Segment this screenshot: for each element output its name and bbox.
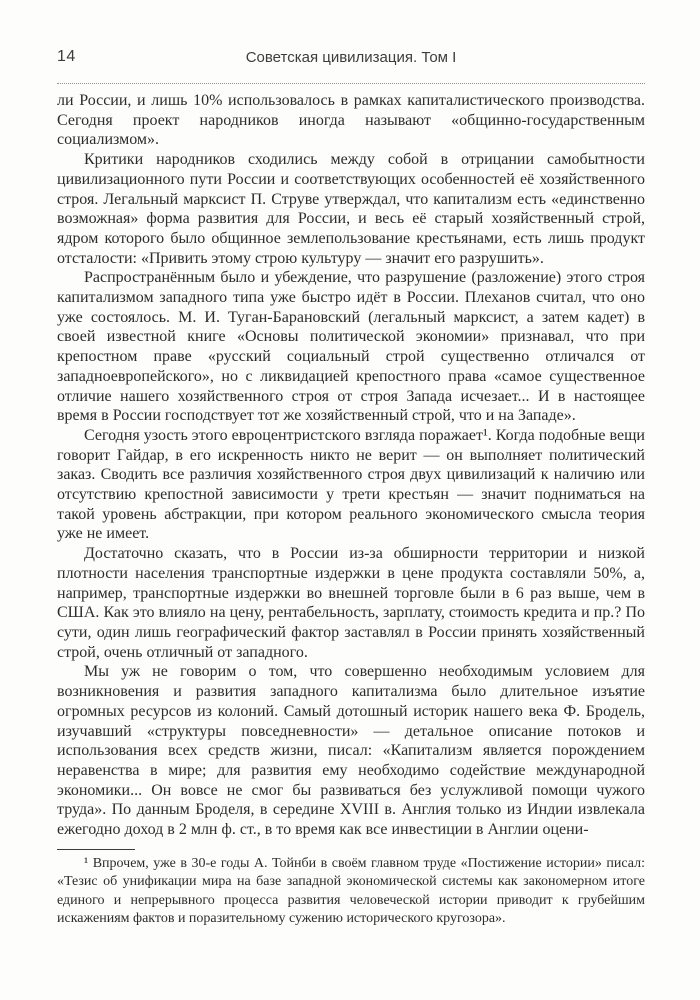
paragraph-6: Мы уж не говорим о том, что совершенно необходимым условием для возникновения и развития западного капитализма было длительное изъятие огромных ресурсов из колоний. Самый дотошный историк нашего века Ф. Бродель, изучавший «структуры повседневности» — детальное описание потоков и использования всех средств жизни, писал: «Капитализм является порождением неравенства в мире; для развития ему необходимо содействие международной экономики... Он вовсе не смог бы развиваться без услужливой помощи чужого труда». По данным Броделя, в середине XVIII в. Англия только из Индии извлекала ежегодно доход в 2 млн ф. ст., в то время как все инвестиции в Англии оцени- bbox=[57, 663, 645, 839]
paragraph-1: ли России, и лишь 10% использовалось в рамках капиталистического производства. Сегодня проект народников иногда называют «общинно-государственным социализмом». bbox=[57, 92, 645, 149]
running-title: Советская цивилизация. Том I bbox=[245, 49, 457, 66]
footnote-separator bbox=[57, 849, 135, 850]
footnote-text: ¹ Впрочем, уже в 30-е годы А. Тойнби в своём главном труде «Постижение истории» писал: «Тезис об унификации мира на базе западной экономической системы как закономерном итоге единого и непрерывного процесса развития человеческой истории приводит к грубейшим искажениям фактов и поразительному сужению исторического кругозора». bbox=[57, 855, 645, 926]
paragraph-2: Критики народников сходились между собой в отрицании самобытности цивилизационного пути России и соответствующих особенностей её хозяйственного строя. Легальный марксист П. Струве утверждал, что капитализм есть «единственно возможная» форма развития для России, и весь её старый хозяйственный строй, ядром которого было общинное землепользование крестьянами, есть лишь продукт отсталости: «Привить этому строю культуру — значит его разрушить». bbox=[57, 151, 645, 267]
paragraph-3: Распространённым было и убеждение, что разрушение (разложение) этого строя капитализмом западного типа уже быстро идёт в России. Плеханов считал, что оно уже состоялось. М. И. Туган-Барановский (легальный марксист, а затем кадет) в своей известной книге «Основы политической экономии» признавал, что при крепостном праве «русский социальный строй существенно отличался от западноевропейского», но с ликвидацией крепостного права «самое существенное отличие нашего хозяйственного строя от строя Запада исчезает... И в настоящее время в России господствует тот же хозяйственный строй, что и на Западе». bbox=[57, 269, 645, 425]
header-rule bbox=[57, 83, 645, 84]
page-number: 14 bbox=[57, 48, 76, 65]
paragraph-4: Сегодня узость этого евроцентристского взгляда поражает¹. Когда подобные вещи говорит Гайдар, в его искренность никто не верит — он выполняет политический заказ. Сводить все различия хозяйственного строя двух цивилизаций к наличию или отсутствию крепостной зависимости у трети крестьян — значит подниматься на такой уровень абстракции, при котором реального экономического смысла теория уже не имеет. bbox=[57, 426, 645, 543]
paragraph-5: Достаточно сказать, что в России из-за обширности территории и низкой плотности населения транспортные издержки в цене продукта составляли 50%, а, например, транспортные издержки во внешней торговле были в 6 раз выше, чем в США. Как это влияло на цену, рентабельность, зарплату, стоимость кредита и пр.? По сути, один лишь географический фактор заставлял в России принять хозяйственный строй, очень отличный от западного. bbox=[57, 545, 645, 661]
page-header bbox=[57, 48, 645, 68]
footnote bbox=[57, 855, 645, 929]
body-text bbox=[57, 91, 645, 840]
